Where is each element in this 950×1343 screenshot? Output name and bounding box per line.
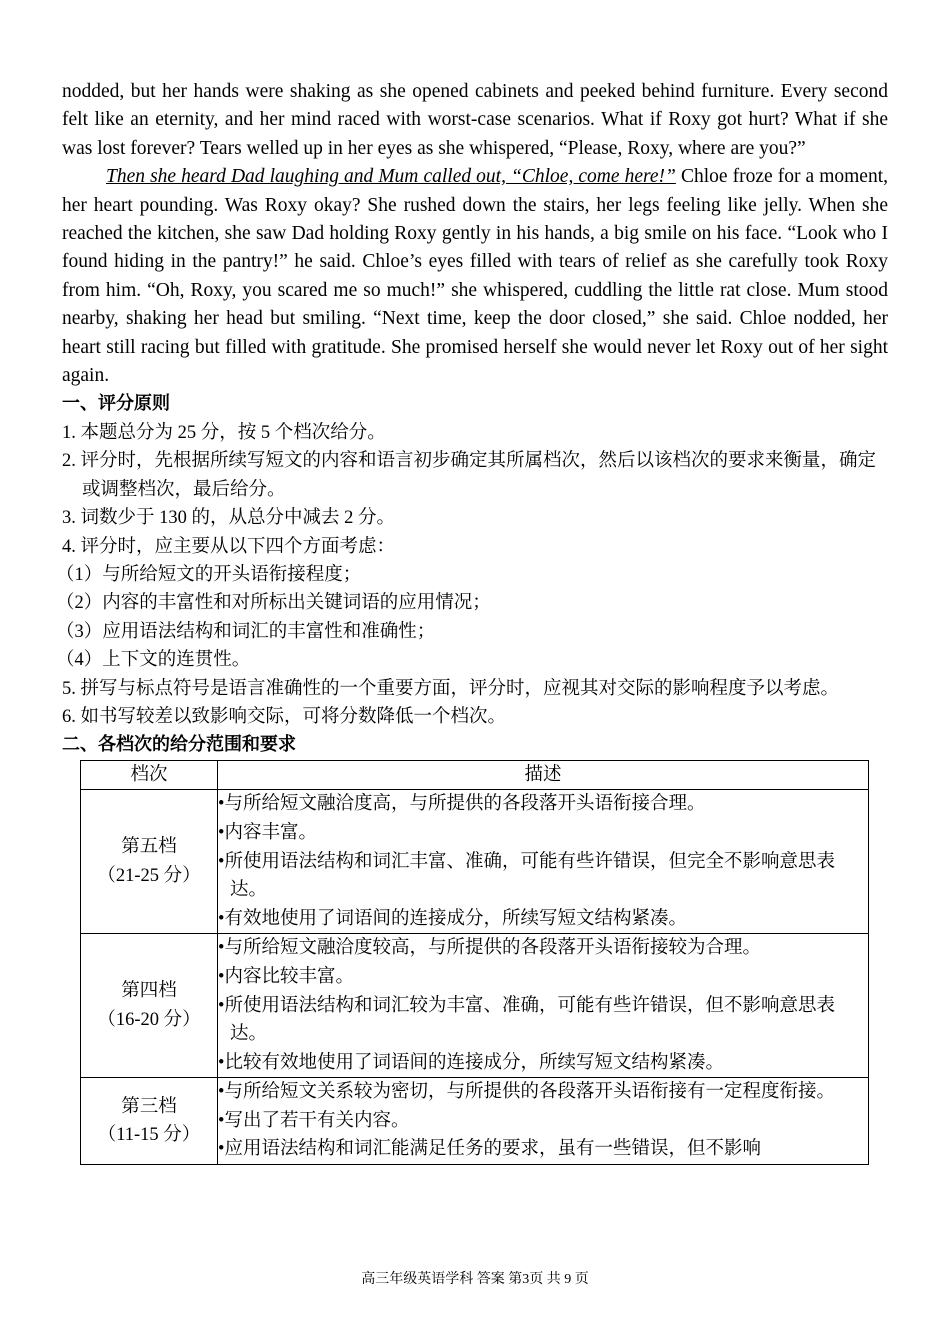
- level-range: （21-25 分）: [97, 865, 201, 886]
- story-paragraph-1: nodded, but her hands were shaking as she opened cabinets and peeked behind furniture. Every second felt like an eternity, and her mind raced with worst-case scenarios. What if Roxy got hurt? What if she was lost forever? Tears welled up in her eyes as she whispered, “Please, Roxy, where are you?”: [62, 81, 888, 159]
- table-row: [81, 934, 869, 1078]
- description-cell: [218, 934, 869, 1078]
- rule-subitem: （2）内容的丰富性和对所标出关键词语的应用情况；: [56, 593, 491, 614]
- header-level: 档次: [81, 760, 218, 790]
- level-cell: [81, 790, 218, 934]
- level-name: 第三档: [121, 1096, 177, 1117]
- description-item: •内容比较丰富。: [218, 966, 354, 987]
- rule-subitem: （3）应用语法结构和词汇的丰富性和准确性；: [56, 621, 436, 642]
- rule-subitem: （1）与所给短文的开头语衔接程度；: [56, 564, 362, 585]
- description-cell: [218, 790, 869, 934]
- story-paragraph-2: [62, 163, 888, 390]
- rule-item: 1. 本题总分为 25 分，按 5 个档次给分。: [62, 422, 386, 443]
- rule-item: 4. 评分时，应主要从以下四个方面考虑：: [62, 536, 396, 557]
- paragraph-opening-sentence: Then she heard Dad laughing and Mum called out, “Chloe, come here!”: [106, 166, 676, 188]
- description-item: •写出了若干有关内容。: [218, 1110, 410, 1131]
- description-item: •所使用语法结构和词汇丰富、准确，可能有些许错误，但完全不影响意思表达。: [218, 851, 835, 901]
- section-title-scoring-principles: 一、评分原则: [62, 393, 170, 415]
- header-description: 描述: [218, 760, 869, 790]
- rule-subitem: （4）上下文的连贯性。: [56, 650, 251, 671]
- description-item: •比较有效地使用了词语间的连接成分，所续写短文结构紧凑。: [218, 1052, 724, 1073]
- table-header-row: [81, 760, 869, 790]
- level-name: 第五档: [121, 837, 177, 858]
- page-footer: 高三年级英语学科 答案 第3页 共 9 页: [361, 1272, 589, 1287]
- section-title-score-levels: 二、各档次的给分范围和要求: [62, 734, 296, 756]
- level-cell: [81, 934, 218, 1078]
- document-body: [56, 78, 888, 1165]
- table-row: [81, 1078, 869, 1165]
- description-item: •与所给短文关系较为密切，与所提供的各段落开头语衔接有一定程度衔接。: [218, 1082, 835, 1103]
- description-item: •内容丰富。: [218, 822, 317, 843]
- level-range: （16-20 分）: [97, 1009, 201, 1030]
- table-row: [81, 790, 869, 934]
- paragraph-continuation: Chloe froze for a moment, her heart pounding. Was Roxy okay? She rushed down the stairs, her legs feeling like jelly. When she reached the kitchen, she saw Dad holding Roxy gently in his hands, a big smile on his face. “Look who I found hiding in the pantry!” he said. Chloe’s eyes filled with tears of relief as she carefully took Roxy from him. “Oh, Roxy, you scared me so much!” she whispered, cuddling the little rat close. Mum stood nearby, shaking her head but smiling. “Next time, keep the door closed,” she said. Chloe nodded, her heart still racing but filled with gratitude. She promised herself she would never let Roxy out of her sight again.: [62, 166, 888, 387]
- description-item: •应用语法结构和词汇能满足任务的要求，虽有一些错误，但不影响: [218, 1139, 761, 1160]
- description-cell: [218, 1078, 869, 1165]
- rule-item: 2. 评分时，先根据所续写短文的内容和语言初步确定其所属档次，然后以该档次的要求来衡量，确定或调整档次，最后给分。: [62, 451, 877, 500]
- description-item: •所使用语法结构和词汇较为丰富、准确，可能有些许错误，但不影响意思表达。: [218, 995, 835, 1045]
- level-range: （11-15 分）: [97, 1125, 201, 1146]
- level-cell: [81, 1078, 218, 1165]
- description-item: •与所给短文融洽度高，与所提供的各段落开头语衔接合理。: [218, 794, 706, 815]
- description-item: •与所给短文融洽度较高，与所提供的各段落开头语衔接较为合理。: [218, 938, 761, 959]
- rule-item: 5. 拼写与标点符号是语言准确性的一个重要方面，评分时，应视其对交际的影响程度予以考虑。: [62, 678, 840, 699]
- level-name: 第四档: [121, 981, 177, 1002]
- score-level-table: [80, 760, 869, 1165]
- rule-item: 6. 如书写较差以致影响交际，可将分数降低一个档次。: [62, 706, 507, 727]
- rule-item: 3. 词数少于 130 的，从总分中减去 2 分。: [62, 508, 396, 529]
- description-item: •有效地使用了词语间的连接成分，所续写短文结构紧凑。: [218, 908, 687, 929]
